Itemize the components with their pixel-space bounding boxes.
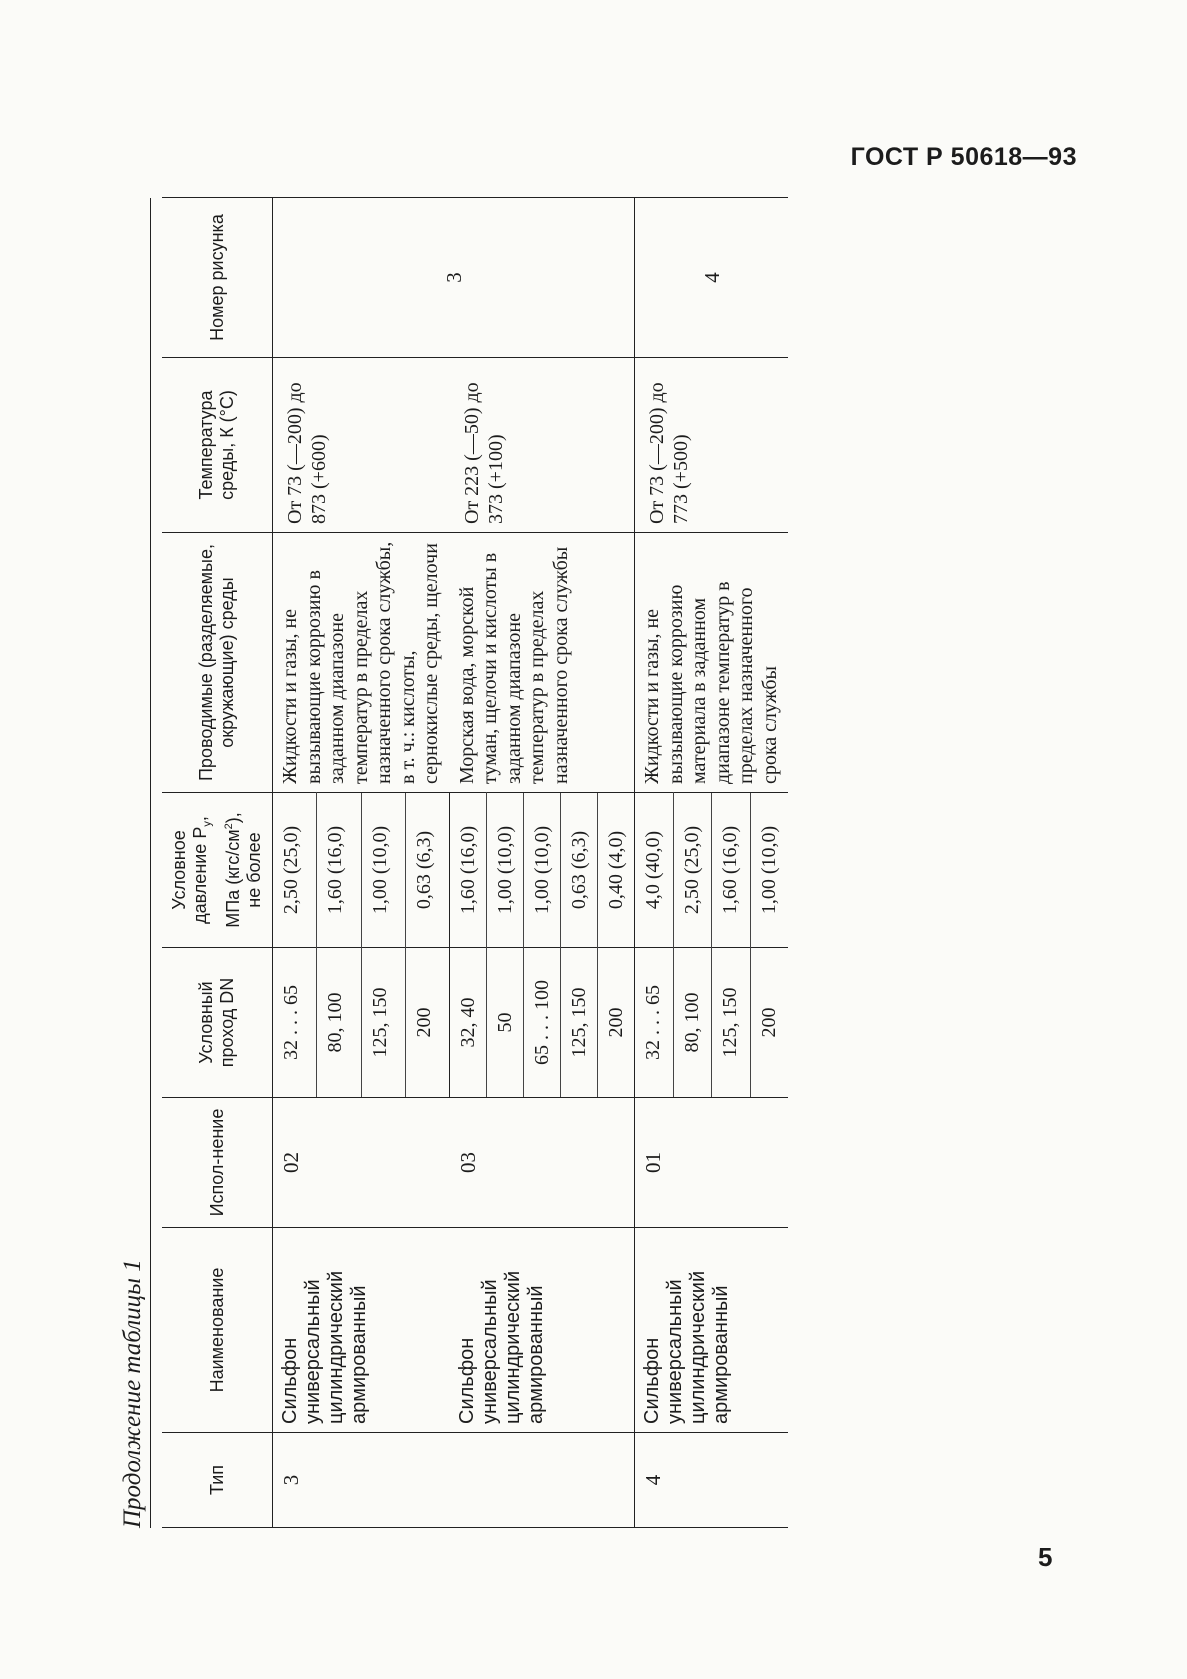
- cell-dn: 125, 150: [712, 948, 751, 1098]
- table-header-row: [162, 198, 273, 1528]
- col-header-type: Тип: [162, 1433, 273, 1528]
- col-header-dn: Условный проход DN: [162, 948, 273, 1098]
- cell-dn: 50: [487, 948, 524, 1098]
- cell-dn: 32, 40: [450, 948, 487, 1098]
- table-row: [273, 198, 317, 1528]
- cell-pressure: 0,40 (4,0): [598, 793, 635, 948]
- table-caption: Продолжение таблицы 1: [118, 198, 151, 1528]
- cell-dn: 200: [750, 948, 788, 1098]
- cell-name: Сильфон универсальный цилиндрический армированный: [450, 1228, 635, 1433]
- cell-pressure: 1,60 (16,0): [317, 793, 361, 948]
- cell-figure: 4: [635, 198, 789, 358]
- col-header-name: Наименование: [162, 1228, 273, 1433]
- cell-temperature: От 73 (—200) до 873 (+600): [273, 358, 450, 533]
- col-header-temperature: Температура среды, К (°С): [162, 358, 273, 533]
- cell-dn: 125, 150: [361, 948, 405, 1098]
- cell-pressure: 2,50 (25,0): [673, 793, 712, 948]
- cell-figure: 3: [273, 198, 635, 358]
- cell-dn: 65 . . . 100: [524, 948, 561, 1098]
- cell-pressure: 4,0 (40,0): [635, 793, 674, 948]
- cell-temperature: От 73 (—200) до 773 (+500): [635, 358, 789, 533]
- cell-pressure: 1,00 (10,0): [750, 793, 788, 948]
- cell-dn: 32 . . . 65: [273, 948, 317, 1098]
- cell-pressure: 0,63 (6,3): [405, 793, 449, 948]
- document-code: ГОСТ Р 50618—93: [850, 143, 1077, 171]
- pressure-header-main: Условное давление P: [169, 826, 211, 924]
- cell-version: 02: [273, 1098, 450, 1228]
- cell-version: 01: [635, 1098, 789, 1228]
- col-header-version: Испол-нение: [162, 1098, 273, 1228]
- spec-table: [162, 197, 788, 1528]
- pressure-header-subscript: у: [201, 821, 214, 827]
- pressure-header-superscript: 2: [222, 823, 235, 830]
- cell-type: [450, 1433, 635, 1528]
- cell-dn: 200: [405, 948, 449, 1098]
- cell-dn: 80, 100: [673, 948, 712, 1098]
- cell-version: 03: [450, 1098, 635, 1228]
- cell-pressure: 1,00 (10,0): [361, 793, 405, 948]
- cell-temperature: От 223 (—50) до 373 (+100): [450, 358, 635, 533]
- cell-media: Жидкости и газы, не вызывающие коррозию материала в заданном диапазоне температур в пределах назначенного срока службы: [635, 533, 789, 793]
- cell-dn: 200: [598, 948, 635, 1098]
- col-header-pressure: [162, 793, 273, 948]
- col-header-media: Проводимые (разделяемые, окружающие) среды: [162, 533, 273, 793]
- pressure-header-mid: , МПа (кгс/см: [190, 816, 243, 928]
- cell-type: 4: [635, 1433, 789, 1528]
- pressure-header-tail: ), не более: [222, 812, 264, 908]
- cell-media: Морская вода, морской туман, щелочи и кислоты в заданном диапазоне температур в пределах назначенного срока службы: [450, 533, 635, 793]
- cell-pressure: 1,60 (16,0): [450, 793, 487, 948]
- cell-pressure: 1,00 (10,0): [487, 793, 524, 948]
- cell-pressure: 1,60 (16,0): [712, 793, 751, 948]
- cell-pressure: 1,00 (10,0): [524, 793, 561, 948]
- table-row: [450, 198, 487, 1528]
- cell-pressure: 2,50 (25,0): [273, 793, 317, 948]
- cell-type: 3: [273, 1433, 450, 1528]
- cell-name: Сильфон универсальный цилиндрический армированный: [273, 1228, 450, 1433]
- page-number: 5: [1038, 1542, 1053, 1572]
- cell-name: Сильфон универсальный цилиндрический армированный: [635, 1228, 789, 1433]
- cell-dn: 125, 150: [561, 948, 598, 1098]
- table-row: [635, 198, 674, 1528]
- cell-dn: 32 . . . 65: [635, 948, 674, 1098]
- rotated-table-block: [118, 198, 998, 1528]
- col-header-figure: Номер рисунка: [162, 198, 273, 358]
- cell-dn: 80, 100: [317, 948, 361, 1098]
- cell-media: Жидкости и газы, не вызывающие коррозию в заданном диапазоне температур в пределах назначенного срока службы, в т. ч.: кислоты, сернокислые среды, щелочи: [273, 533, 450, 793]
- cell-pressure: 0,63 (6,3): [561, 793, 598, 948]
